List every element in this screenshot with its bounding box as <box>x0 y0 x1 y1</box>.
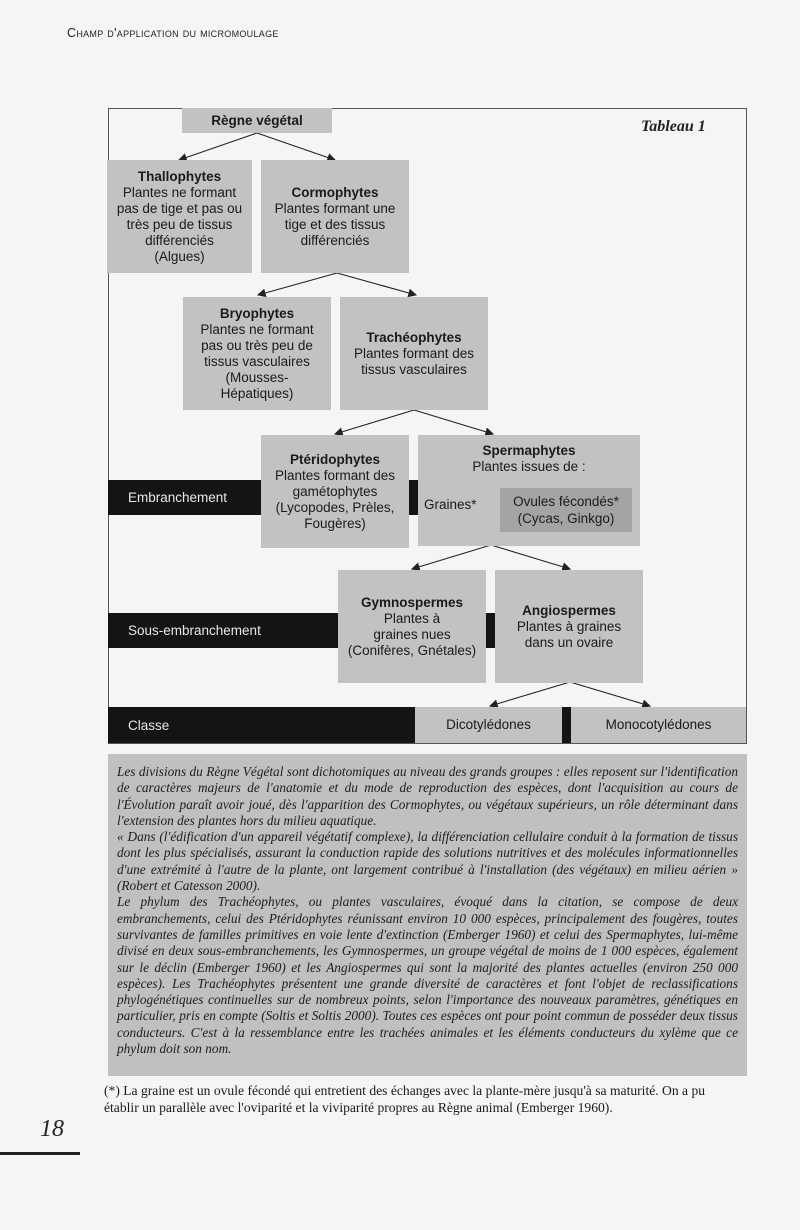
node-title: Monocotylédones <box>605 717 712 732</box>
band-classe <box>108 707 415 743</box>
node-title: Règne végétal <box>211 112 303 128</box>
node-line: Plantes formant des <box>274 467 396 483</box>
band-label: Embranchement <box>128 490 228 505</box>
node-line: pas ou très peu de <box>201 337 313 353</box>
commentary-paragraph: « Dans (l'édification d'un appareil végétatif complexe), la différenciation cellulaire conduit à la formation de tissus dont les plus spécialisés, assurant la conduction rapide des solutions nutritives et des molécules informationnelles d'une extrémité à l'autre de la plante, ont largement contribué à l'installation (des végétaux) en milieu aérien » (Robert et Catesson 2000). <box>117 829 738 894</box>
band-separator <box>486 613 495 648</box>
node-title: Thallophytes <box>137 168 222 184</box>
node-title: Dicotylédones <box>446 717 531 732</box>
band-label: Sous-embranchement <box>128 623 261 638</box>
node-line: tige et des tissus <box>284 216 386 232</box>
footnote: (*) La graine est un ovule fécondé qui entretient des échanges avec la plante-mère jusqu'à sa maturité. On a pu établir un parallèle avec l'oviparité et la viviparité propres au Règne animal (Emberger 1960). <box>104 1083 706 1115</box>
node-line: (Conifères, Gnétales) <box>347 642 477 658</box>
commentary-paragraph: Le phylum des Trachéophytes, ou plantes vasculaires, évoqué dans la citation, se compose de deux embranchements, celui des Ptéridophytes réunissant environ 10 000 espèces, principalement des fougères, toutes survivantes de familles primitives en voie lente d'extinction (Emberger 1960) et celui des Spermaphytes, lui-même divisé en deux sous-embranchements, les Gymnospermes, un groupe végétal de moins de 1 000 espèces, également sur le déclin (Emberger 1960) et les Angiospermes qui sont la majorité des plantes actuelles (environ 250 000 espèces). Les Trachéophytes présentent une grande diversité de caractères et font l'objet de reclassifications phylogénétiques continuelles sur de nombreux points, selon l'importance des nouveaux paramètres, génétiques en particulier, pris en compte (Soltis et Soltis 2000). Toutes ces espèces ont pour point commun de posséder deux tissus conducteurs. C'est à la ressemblance entre les trachées animales et les éléments conducteurs du xylème que ce phylum doit son nom. <box>117 894 738 1057</box>
node-line: graines nues <box>373 626 451 642</box>
node-title: Trachéophytes <box>366 329 462 345</box>
node-title: Bryophytes <box>219 305 295 321</box>
node-line: Ovules fécondés* <box>513 494 619 509</box>
node-line: différenciés <box>300 232 370 248</box>
tableau-label: Tableau 1 <box>641 118 706 135</box>
node-line: Plantes à <box>383 610 441 626</box>
node-line: (Cycas, Ginkgo) <box>517 511 615 526</box>
page-number: 18 <box>40 1116 64 1142</box>
node-angiospermes <box>495 570 643 683</box>
node-line: tissus vasculaires <box>204 353 310 369</box>
band-separator <box>562 707 571 743</box>
band-label: Classe <box>128 717 170 733</box>
node-line: Plantes à graines <box>516 618 622 634</box>
node-bryophytes <box>183 297 331 410</box>
node-line: Plantes issues de : <box>472 459 586 474</box>
band-sous-embranchement <box>108 613 338 648</box>
node-ovules-fecondes <box>500 488 632 532</box>
node-line: gamétophytes <box>292 483 378 499</box>
node-line: Fougères) <box>304 515 366 531</box>
node-line: pas de tige et pas ou <box>116 200 243 216</box>
node-line: dans un ovaire <box>524 634 614 650</box>
node-cormophytes <box>261 160 409 273</box>
node-line: (Mousses- <box>225 369 289 385</box>
commentary-paragraph: Les divisions du Règne Végétal sont dichotomiques au niveau des grands groupes : elles reposent sur l'identification de caractères majeurs de l'anatomie et du mode de reproduction des espèces, dont l'acquisition au cours de l'Évolution paraît avoir joué, dès l'apparition des Cormophytes, ou végétaux supérieurs, un rôle déterminant dans l'extension des plantes hors du milieu aquatique. <box>117 764 738 828</box>
node-line: Plantes formant des <box>353 345 475 361</box>
running-head: Champ d'application du micromoulage <box>67 26 279 40</box>
node-line: Hépatiques) <box>220 385 294 401</box>
node-line: (Lycopodes, Prèles, <box>275 499 395 515</box>
page-number-rule <box>0 1152 80 1155</box>
node-regne-vegetal <box>182 108 332 133</box>
node-title: Angiospermes <box>522 602 616 618</box>
node-tracheophytes <box>340 297 488 410</box>
node-line: Plantes ne formant <box>200 321 314 337</box>
node-dicotyledones <box>415 707 562 743</box>
commentary-box <box>108 754 747 1076</box>
node-line: différenciés <box>145 232 214 248</box>
node-monocotyledones <box>571 707 746 743</box>
node-thallophytes <box>107 160 252 273</box>
node-title: Gymnospermes <box>360 594 464 610</box>
node-line: (Algues) <box>154 248 205 264</box>
node-line: tissus vasculaires <box>361 361 467 377</box>
graines-label: Graines* <box>424 497 477 512</box>
node-line: Plantes formant une <box>274 200 396 216</box>
band-embranchement <box>108 480 261 515</box>
node-title: Ptéridophytes <box>289 451 381 467</box>
node-pteridophytes <box>261 435 409 548</box>
node-gymnospermes <box>338 570 486 683</box>
band-separator <box>409 480 418 515</box>
node-title: Cormophytes <box>291 184 379 200</box>
node-line: très peu de tissus <box>126 216 233 232</box>
node-line: Plantes ne formant <box>122 184 237 200</box>
node-title: Spermaphytes <box>482 443 576 458</box>
